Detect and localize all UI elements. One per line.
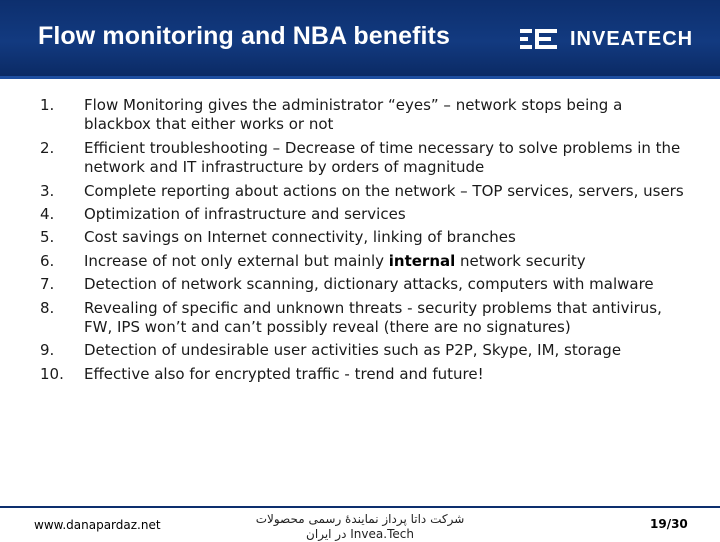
item-text: Optimization of infrastructure and services bbox=[84, 205, 406, 224]
list-item bbox=[40, 299, 690, 338]
header-divider bbox=[0, 76, 720, 79]
item-text: Detection of network scanning, dictionary attacks, computers with malware bbox=[84, 275, 654, 294]
list-item bbox=[40, 275, 690, 294]
list-item bbox=[40, 96, 690, 135]
logo-mark-icon bbox=[520, 27, 560, 51]
item-text: Efficient troubleshooting – Decrease of time necessary to solve problems in the network and IT infrastructure by orders of magnitude bbox=[84, 138, 681, 177]
list-item bbox=[40, 365, 690, 384]
item-number: 10. bbox=[40, 364, 64, 383]
footer-note-line2: Invea.Tech در ایران bbox=[306, 527, 414, 541]
item-text bbox=[84, 252, 690, 271]
item-text: Detection of undesirable user activities such as P2P, Skype, IM, storage bbox=[84, 341, 622, 360]
footer-company-note bbox=[215, 512, 505, 542]
item-number: 2. bbox=[40, 138, 55, 157]
item-text: Cost savings on Internet connectivity, linking of branches bbox=[84, 228, 516, 247]
item-number: 1. bbox=[40, 96, 55, 114]
list-item bbox=[40, 228, 690, 247]
item-text: Effective also for encrypted traffic - trend and future! bbox=[84, 364, 484, 383]
item-number: 7. bbox=[40, 275, 55, 294]
item-text: Revealing of specific and unknown threats - security problems that antivirus, FW, IPS won’t and can’t possibly reveal (there are no signatures) bbox=[84, 298, 662, 337]
item-number: 5. bbox=[40, 228, 55, 247]
item-number: 9. bbox=[40, 341, 55, 360]
footer-note-line1: شرکت داتا پرداز نمایندهٔ رسمی محصولات bbox=[255, 512, 465, 526]
list-item bbox=[40, 252, 690, 271]
item-text-post: network security bbox=[455, 251, 586, 270]
list-item bbox=[40, 139, 690, 178]
slide-header bbox=[0, 0, 720, 76]
item-number: 3. bbox=[40, 181, 55, 200]
list-item bbox=[40, 341, 690, 360]
item-number: 6. bbox=[40, 251, 55, 270]
item-text: Complete reporting about actions on the network – TOP services, servers, users bbox=[84, 181, 684, 200]
item-number: 4. bbox=[40, 205, 55, 224]
list-item bbox=[40, 205, 690, 224]
logo-wordmark: INVEATECH bbox=[570, 27, 694, 50]
inveatech-logo bbox=[520, 26, 710, 52]
slide-title: Flow monitoring and NBA benefits bbox=[38, 22, 450, 50]
item-number: 8. bbox=[40, 298, 55, 317]
footer-website: www.danapardaz.net bbox=[34, 518, 161, 532]
list-item bbox=[40, 182, 690, 201]
item-text: Flow Monitoring gives the administrator “eyes” – network stops being a blackbox that either works or not bbox=[84, 96, 623, 134]
benefits-list bbox=[40, 96, 690, 388]
item-text-pre: Increase of not only external but mainly bbox=[84, 251, 389, 270]
item-text-emphasis: internal bbox=[388, 251, 456, 270]
page-number: 19/30 bbox=[650, 517, 688, 531]
footer-divider bbox=[0, 506, 720, 508]
